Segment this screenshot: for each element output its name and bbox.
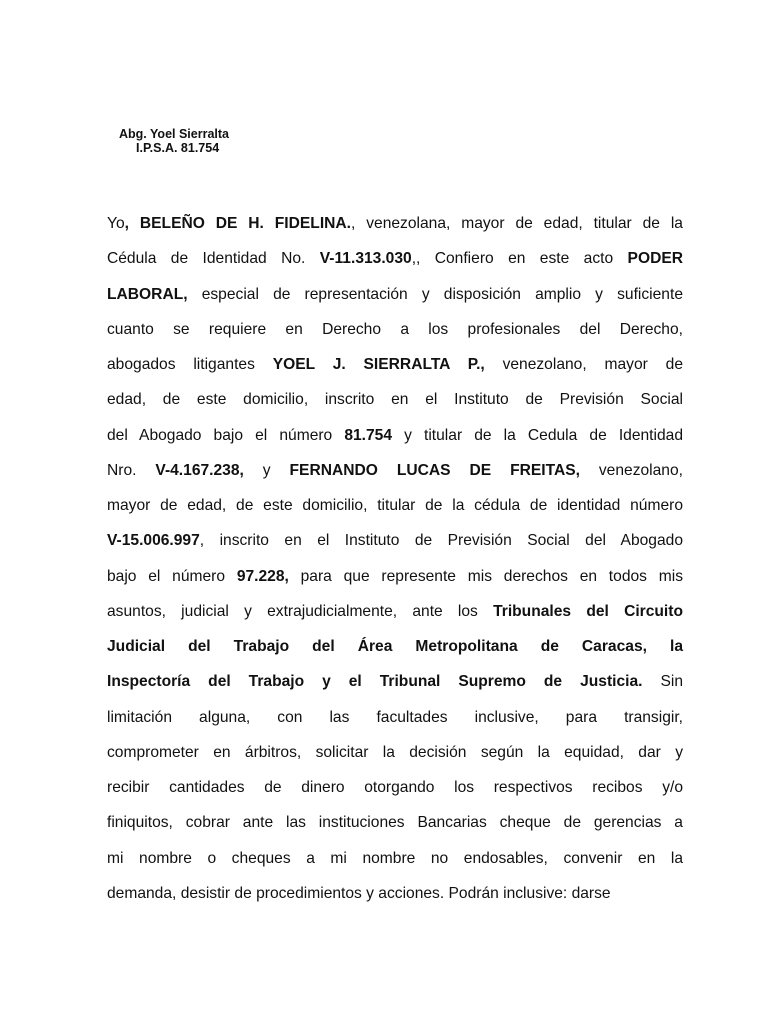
bold-text: YOEL J. SIERRALTA P., <box>272 356 485 373</box>
text-run: comprometer en árbitros, solicitar la decisión según la equidad, dar y <box>107 743 683 761</box>
paragraph-line <box>107 594 683 629</box>
paragraph-line <box>107 312 683 347</box>
paragraph-line <box>107 770 683 805</box>
text-run: del Abogado bajo el número <box>107 426 345 444</box>
paragraph-line <box>107 735 683 770</box>
text-run: Cédula de Identidad No. <box>107 250 320 268</box>
bold-text: LABORAL, <box>107 285 188 303</box>
paragraph-line <box>107 523 683 558</box>
paragraph-line <box>107 841 683 876</box>
text-run: , inscrito en el Instituto de Previsión Social del Abogado <box>199 532 683 550</box>
bold-text: PODER <box>627 250 684 268</box>
text-run: Yo <box>107 215 125 232</box>
bold-text: V-15.006.997 <box>107 532 200 550</box>
text-run: finiquitos, cobrar ante las instituciones Bancarias cheque de gerencias a <box>107 814 683 832</box>
paragraph-line <box>107 488 683 523</box>
text-run: especial de representación y disposición amplio y suficiente <box>187 285 683 303</box>
text-run: y titular de la Cedula de Identidad <box>392 426 683 444</box>
bold-text: , BELEÑO DE H. FIDELINA. <box>124 215 352 232</box>
text-run: para que represente mis derechos en todos mis <box>288 567 683 585</box>
paragraph-line <box>107 277 683 312</box>
bold-text: Inspectoría del Trabajo y el Tribunal Supremo de Justicia. <box>107 673 643 691</box>
text-run: venezolano, mayor de <box>484 356 683 373</box>
bold-text: FERNANDO LUCAS DE FREITAS, <box>289 461 580 479</box>
attorney-header <box>119 127 229 155</box>
bold-text: Tribunales del Circuito <box>493 602 683 620</box>
text-run: bajo el número <box>107 567 237 585</box>
bold-text: 81.754 <box>344 426 393 444</box>
paragraph-line <box>107 418 683 453</box>
paragraph-line <box>107 382 683 417</box>
paragraph-line <box>107 876 683 911</box>
text-run: Sin <box>642 673 683 691</box>
power-of-attorney-body <box>107 206 683 911</box>
bold-text: 97.228, <box>236 567 289 585</box>
text-run: Nro. <box>107 461 156 479</box>
text-run: abogados litigantes <box>107 356 273 373</box>
paragraph-line <box>107 700 683 735</box>
text-run: recibir cantidades de dinero otorgando los respectivos recibos y/o <box>107 779 683 796</box>
paragraph-line <box>107 664 683 699</box>
text-run: y <box>243 461 290 479</box>
bold-text: Judicial del Trabajo del Área Metropolitana de Caracas, la <box>107 638 683 655</box>
paragraph-line <box>107 453 683 488</box>
text-run: edad, de este domicilio, inscrito en el Instituto de Previsión Social <box>107 391 683 409</box>
bold-text: V-4.167.238, <box>155 461 244 479</box>
attorney-name: Abg. Yoel Sierralta <box>119 127 229 141</box>
ipsa-number: I.P.S.A. 81.754 <box>136 141 220 155</box>
text-run: venezolano, <box>579 461 683 479</box>
text-run: , venezolana, mayor de edad, titular de la <box>351 215 683 232</box>
text-run: mayor de edad, de este domicilio, titular de la cédula de identidad número <box>107 497 683 514</box>
text-run: cuanto se requiere en Derecho a los profesionales del Derecho, <box>107 320 683 338</box>
text-run: asuntos, judicial y extrajudicialmente, ante los <box>107 602 494 620</box>
text-run: limitación alguna, con las facultades inclusive, para transigir, <box>107 708 683 726</box>
text-run: ,, Confiero en este acto <box>411 250 628 268</box>
paragraph-line <box>107 347 683 382</box>
paragraph-line <box>107 805 683 840</box>
paragraph-line <box>107 629 683 664</box>
bold-text: V-11.313.030 <box>319 250 412 268</box>
text-run: demanda, desistir de procedimientos y acciones. Podrán inclusive: darse <box>107 884 611 902</box>
text-run: mi nombre o cheques a mi nombre no endosables, convenir en la <box>107 849 683 867</box>
paragraph-line <box>107 206 683 241</box>
paragraph-line <box>107 559 683 594</box>
paragraph-line <box>107 241 683 276</box>
